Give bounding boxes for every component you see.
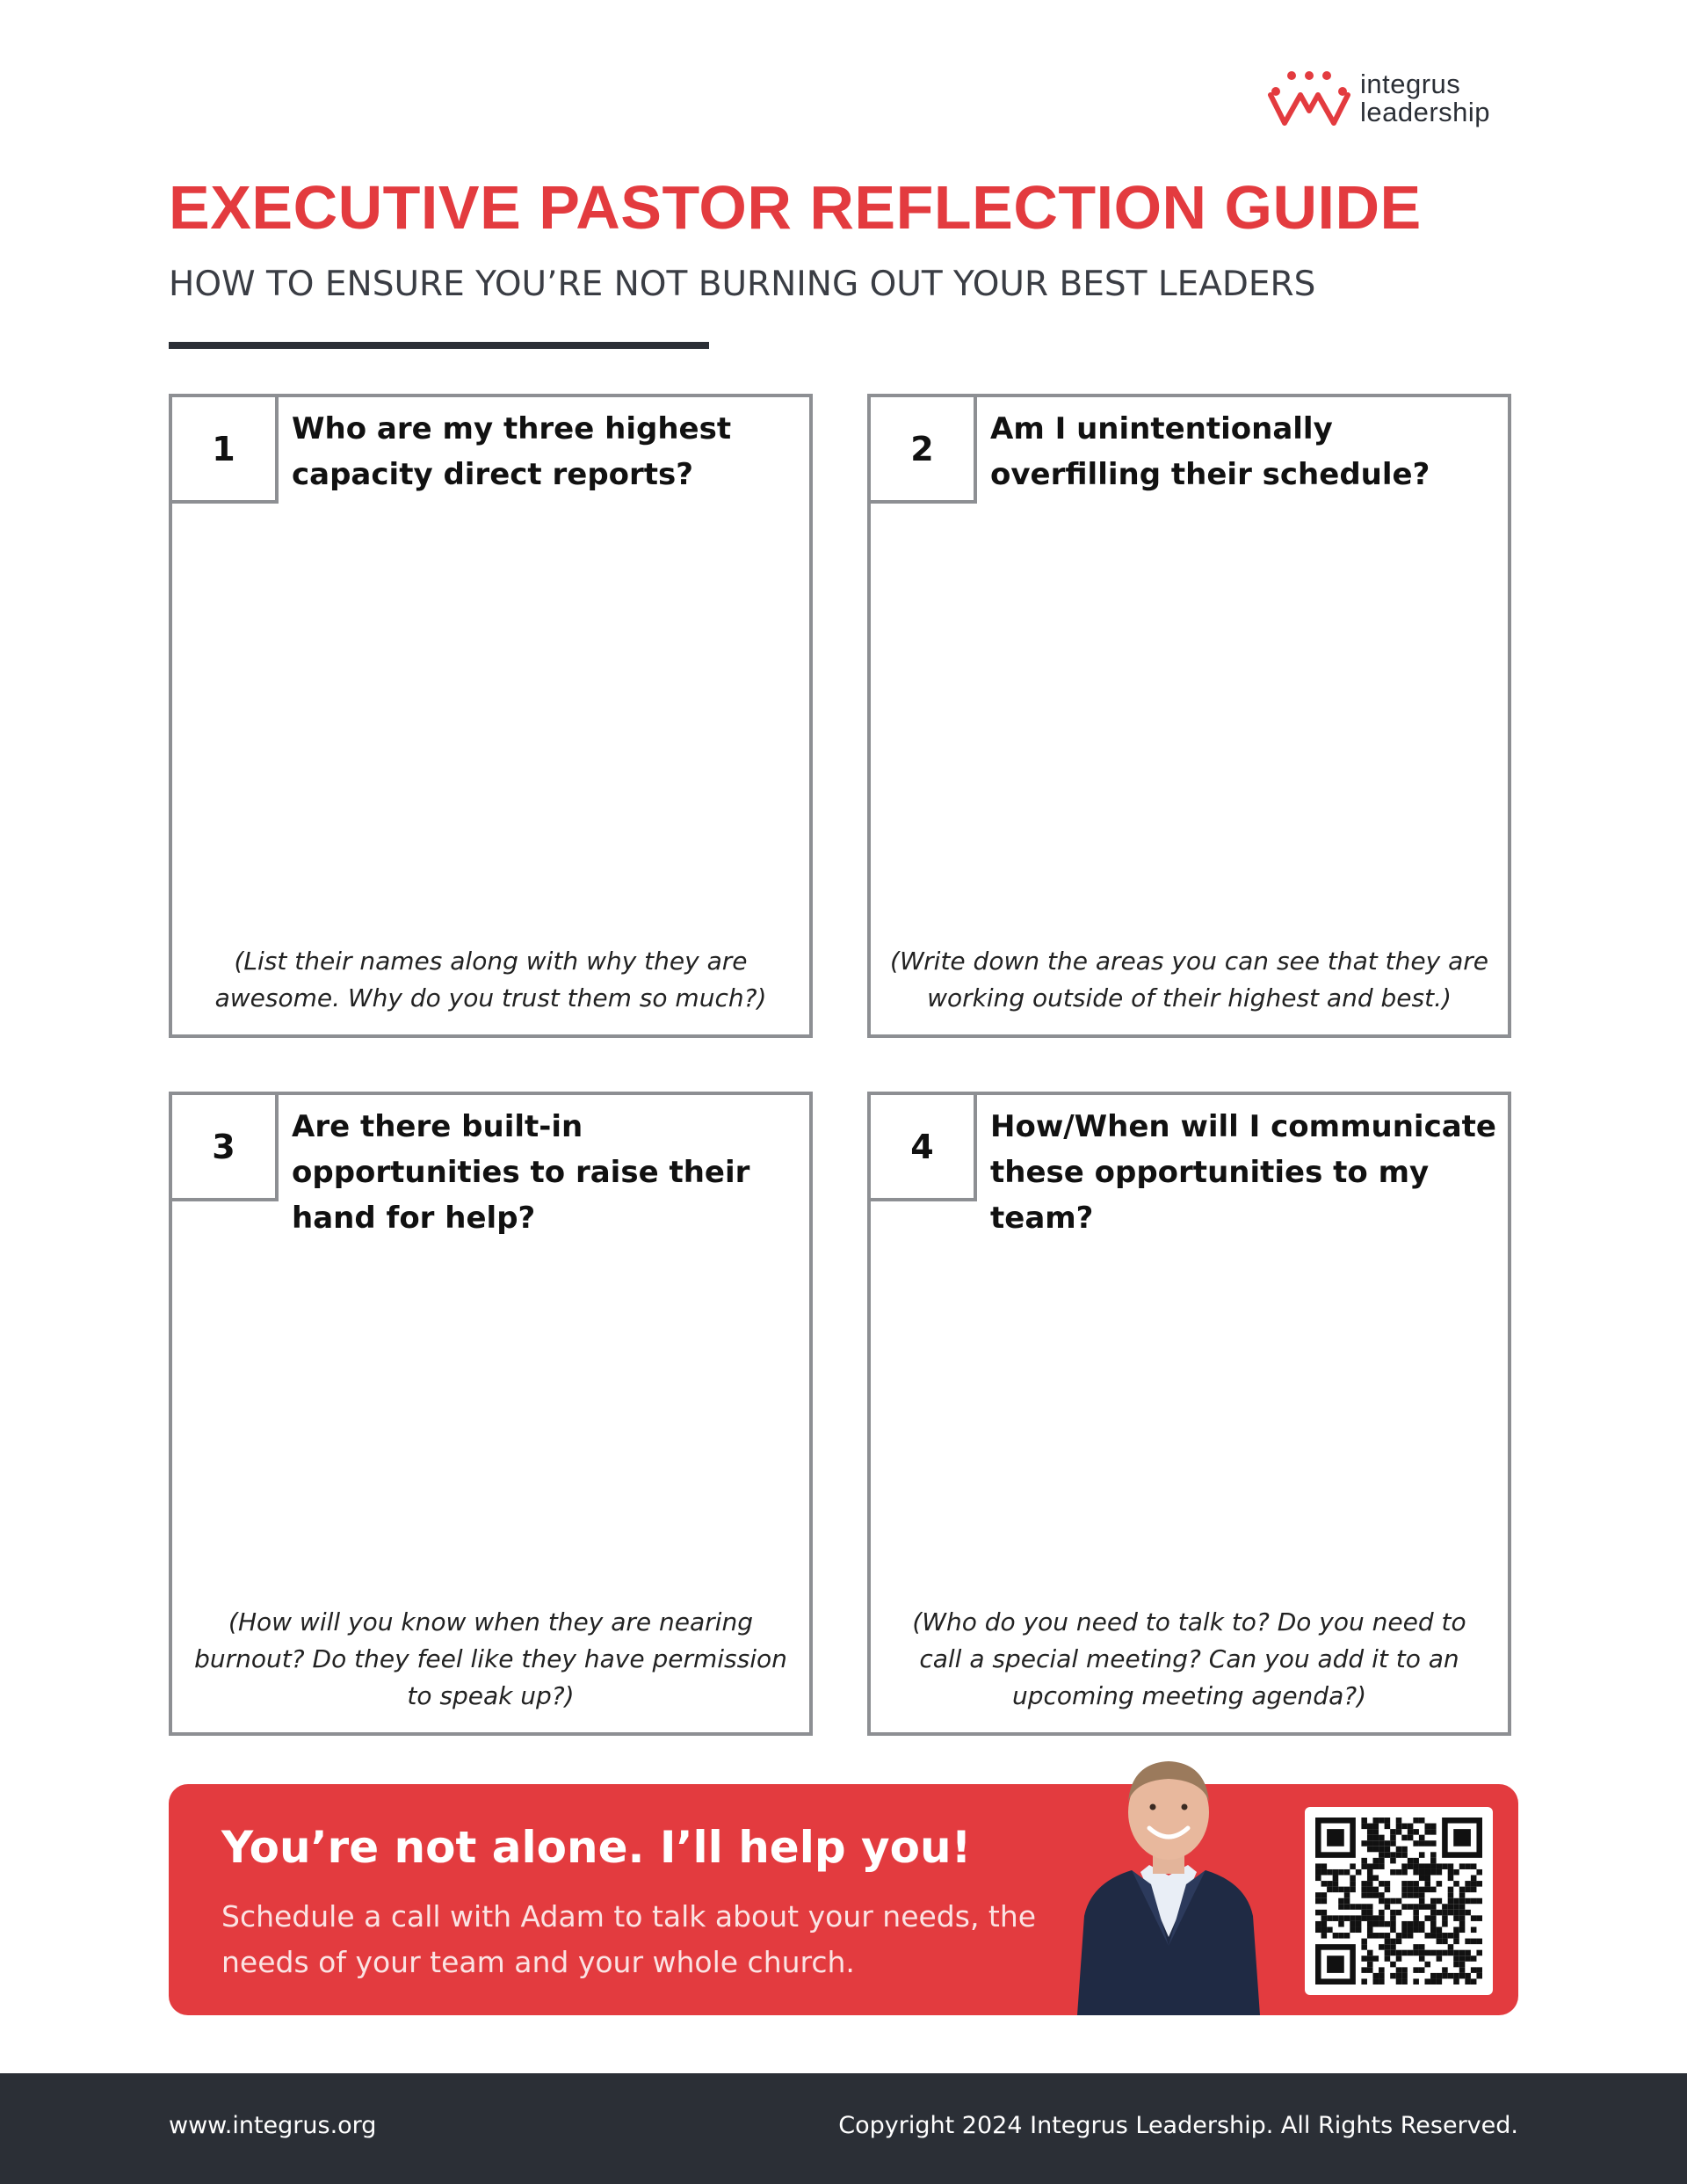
cta-body: Schedule a call with Adam to talk about your needs, the needs of your team and your whole church. (221, 1899, 1037, 1979)
footer-copyright: Copyright 2024 Integrus Leadership. All Rights Reserved. (838, 2112, 1518, 2139)
card-question: How/When will I communicate these opportunities to my team? (990, 1109, 1496, 1236)
brand-logo (1265, 65, 1529, 135)
brand-name-line2: leadership (1360, 97, 1491, 127)
card-hint: (List their names along with why they are awesome. Why do you trust them so much?) (214, 947, 767, 1012)
reflection-card-4[interactable] (867, 1092, 1511, 1736)
card-question: Are there built-in opportunities to raise their hand for help? (292, 1109, 750, 1236)
brand-name (1360, 70, 1490, 127)
card-hint: (Write down the areas you can see that they are working outside of their highest and best.) (890, 947, 1488, 1012)
card-number: 3 (169, 1092, 279, 1201)
footer (0, 2073, 1687, 2184)
card-question: Who are my three highest capacity direct reports? (292, 411, 732, 492)
card-number: 1 (169, 394, 279, 504)
person-photo-icon (1070, 1744, 1267, 2015)
card-number: 2 (867, 394, 977, 504)
reflection-card-1[interactable] (169, 394, 813, 1038)
reflection-card-3[interactable] (169, 1092, 813, 1736)
cta-heading: You’re not alone. I’ll help you! (221, 1822, 972, 1873)
reflection-card-2[interactable] (867, 394, 1511, 1038)
card-number: 4 (867, 1092, 977, 1201)
title-divider (169, 342, 709, 349)
page-subtitle: HOW TO ENSURE YOU’RE NOT BURNING OUT YOUR BEST LEADERS (169, 265, 1316, 304)
card-hint: (Who do you need to talk to? Do you need to call a special meeting? Can you add it to an upcoming meeting agenda?) (912, 1607, 1466, 1710)
card-question: Am I unintentionally overfilling their schedule? (990, 411, 1430, 492)
qr-code-icon[interactable] (1305, 1807, 1493, 1995)
page-title: EXECUTIVE PASTOR REFLECTION GUIDE (169, 173, 1422, 242)
footer-website-link[interactable]: www.integrus.org (169, 2112, 377, 2139)
card-hint: (How will you know when they are nearing burnout? Do they feel like they have permission to speak up?) (194, 1607, 787, 1710)
integrus-logo-icon (1265, 69, 1353, 132)
brand-name-line1: integrus (1360, 69, 1461, 99)
